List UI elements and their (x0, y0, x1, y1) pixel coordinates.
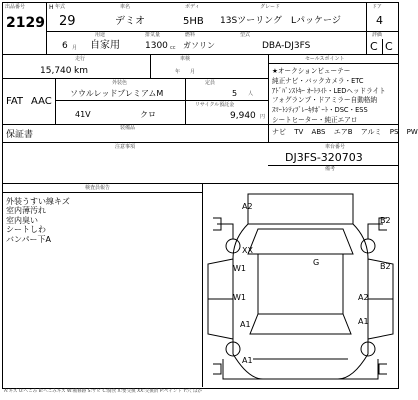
doors-value: 4 (376, 14, 383, 27)
air-conditioner: AAC (31, 96, 52, 107)
selling-point-item: ｽﾏｰﾄｼﾃｨﾌﾞﾚｰｷｻﾎﾟｰﾄ・DSC・ESS (272, 106, 368, 115)
mark-g-roof: G (313, 258, 320, 267)
mark-a1-rear: A1 (242, 356, 253, 365)
mark-xx-windshield: XX (242, 246, 253, 255)
remarks-label: 備考 (325, 166, 336, 172)
seats-unit: 人 (248, 91, 254, 97)
selling-point-item: ｱﾄﾞﾊﾞﾝｽﾄｷｰ ｵｰﾄﾗｲﾄ・LEDヘッドライト (272, 86, 386, 95)
recycle-value: 9,940 (230, 111, 256, 121)
selling-points-list (272, 67, 396, 126)
option-tv: TV (294, 128, 304, 136)
transmission: FAT (6, 96, 24, 107)
lot-number: 2129 (6, 15, 45, 31)
mark-b2-right: B2 (380, 262, 391, 271)
seats-value: 5 (232, 89, 238, 98)
inspection-unit: 年 月 (175, 69, 196, 75)
option-alloy: アルミ (360, 128, 382, 136)
grade-value: 13Sツーリング Lパッケージ (220, 16, 341, 26)
model-code: DBA-DJ3FS (262, 41, 311, 51)
inspector-item: 室内臭い (6, 215, 38, 225)
mark-w1-upper: W1 (233, 264, 246, 273)
doors-label: ドア (372, 4, 382, 10)
mileage-unit: km (74, 66, 88, 76)
grade-label: グレード (260, 4, 281, 10)
mark-w1-lower: W1 (233, 293, 246, 302)
inspection-label: 車検 (180, 56, 191, 62)
month-value: 6 (62, 41, 68, 51)
mark-a2-front: A2 (242, 202, 253, 211)
lot-label: 出品番号 (5, 4, 26, 10)
year-value: 29 (59, 14, 76, 29)
color-label: 外装色 (112, 80, 128, 86)
cc-value: 1300 (145, 41, 168, 51)
chassis-number: DJ3FS-320703 (285, 151, 363, 164)
cc-label: 排気量 (145, 32, 161, 38)
mark-b2-right-front: B2 (380, 216, 391, 225)
selling-point-item: ★オークションビューテー (272, 67, 351, 75)
era-label: 年式 (55, 4, 66, 10)
option-navi: ナビ (272, 128, 286, 136)
interior-color: クロ (140, 110, 156, 119)
mark-a1-right: A1 (358, 317, 369, 326)
selling-point-item: 純正ナビ・バックカメラ・ETC (272, 76, 364, 85)
inspector-item: バンパー下A (6, 234, 51, 244)
recycle-unit: 円 (260, 114, 266, 120)
option-ps: PS (389, 128, 399, 136)
model-label: 型式 (240, 32, 251, 38)
mark-a2-right: A2 (358, 293, 369, 302)
car-damage-diagram (203, 184, 397, 387)
selling-point-item: シートヒーター・純正エアロ (272, 115, 358, 124)
use-value: 自家用 (90, 40, 120, 51)
inspector-item: シートしわ (6, 225, 46, 235)
option-pw: PW (406, 128, 418, 136)
chassis-label: 車台番号 (325, 144, 346, 150)
month-unit: 月 (72, 45, 78, 51)
era-letter: H (49, 4, 54, 11)
car-name: デミオ (115, 16, 145, 27)
mileage-value: 15,740 (40, 66, 72, 76)
damage-legend: A:キズ U:へこみ B:へこみキズ W:補修跡 S:サビ C:腐食 X:要交換 XX:交換済 P:ペイント Y:穴 ほか (4, 389, 202, 394)
inspector-title: 検査員報告 (85, 185, 111, 191)
mileage-label: 走行 (75, 56, 86, 62)
car-name-label: 車名 (120, 4, 131, 10)
warranty-note: 保証書 (6, 130, 34, 140)
options-row (272, 129, 418, 136)
color-value: ソウルレッドプレミアムM (70, 89, 164, 98)
equipment-label: 装備品 (120, 125, 136, 131)
body-type: 5HB (183, 16, 204, 27)
recycle-label: リサイクル預託金 (195, 102, 235, 108)
fuel-label: 燃料 (185, 32, 196, 38)
option-abs: ABS (311, 128, 326, 136)
cc-unit: cc (170, 45, 176, 51)
inspector-list (6, 197, 70, 244)
notes-label: 注意事項 (115, 144, 136, 150)
selling-points-title: セールスポイント (305, 56, 345, 62)
body-label: ボディ (185, 4, 200, 10)
use-label: 用途 (95, 32, 106, 38)
fuel-value: ガソリン (183, 41, 215, 50)
battery-volt: 41V (75, 110, 91, 119)
seats-label: 定員 (205, 80, 216, 86)
score-interior: C (385, 40, 393, 53)
inspector-item: 外装うすい線キズ (6, 197, 70, 206)
selling-point-item: フォグランプ・ドアミラー自動格納 (272, 96, 377, 105)
mark-a1-left: A1 (240, 320, 251, 329)
option-airbag: エアB (333, 128, 353, 136)
inspector-item: 室内薄汚れ (6, 206, 46, 216)
score-exterior: C (370, 40, 378, 53)
score-label: 評価 (372, 32, 383, 38)
